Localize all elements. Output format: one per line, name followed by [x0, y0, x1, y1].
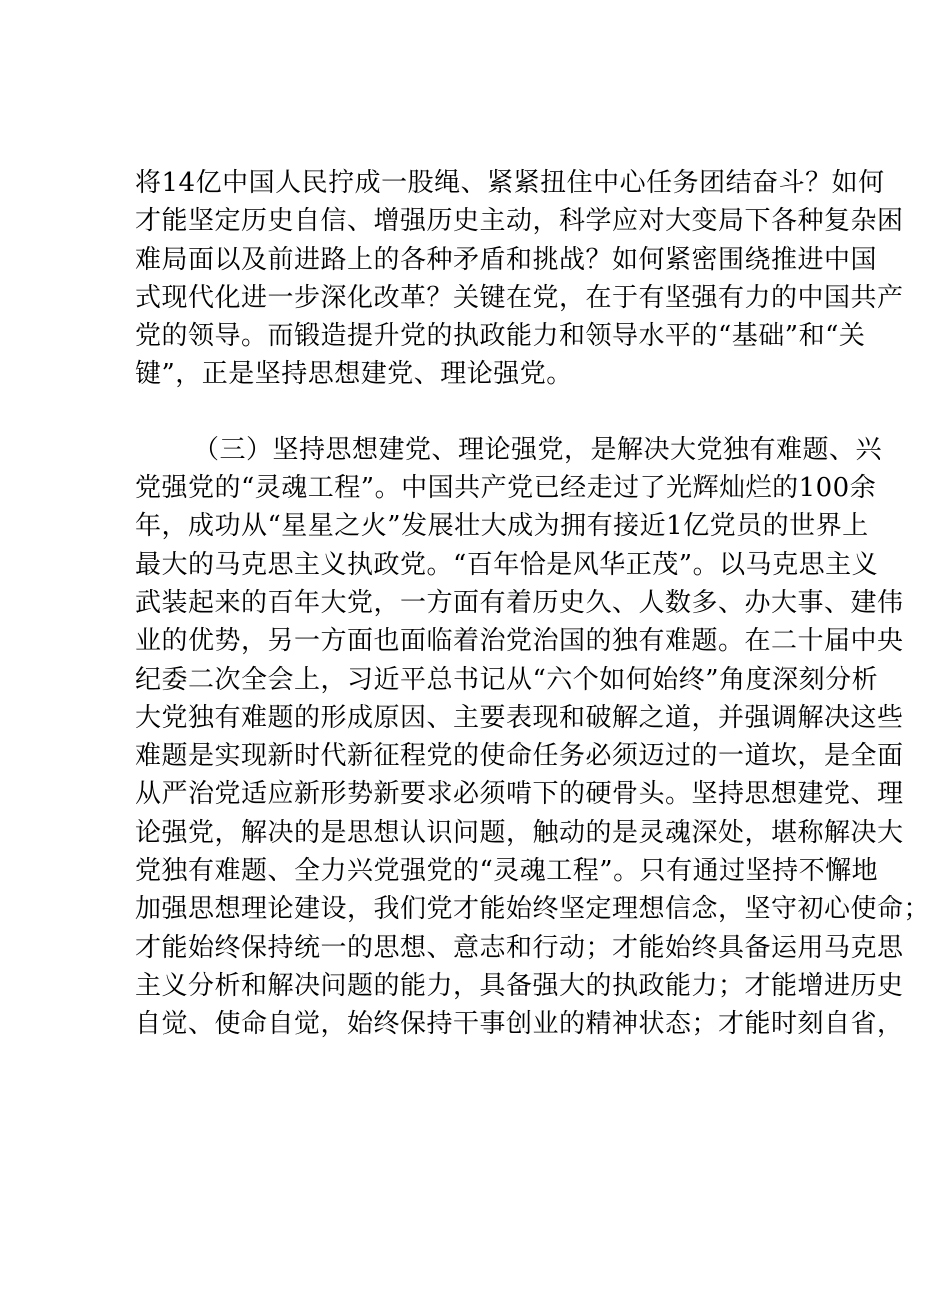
paragraph-1-line-1: 将14亿中国人民拧成一股绳、紧紧扭住中心任务团结奋斗？如何	[135, 168, 885, 198]
paragraph-2-line-6: 业的优势，另一方面也面临着治党治国的独有难题。在二十届中央	[135, 626, 904, 657]
paragraph-2-line-10: 从严治党适应新形势新要求必须啃下的硬骨头。坚持思想建党、理	[135, 779, 904, 810]
paragraph-spacer	[135, 394, 795, 431]
paragraph-2-line-13: 加强思想理论建设，我们党才能始终坚定理想信念，坚守初心使命；	[135, 894, 930, 925]
paragraph-2-line-4: 最大的马克思主义执政党。“百年恰是风华正茂”。以马克思主义	[135, 549, 879, 580]
paragraph-2-line-7: 纪委二次全会上，习近平总书记从“六个如何始终”角度深刻分析	[135, 664, 879, 695]
paragraph-1-line-2: 才能坚定历史自信、增强历史主动，科学应对大变局下各种复杂困	[135, 206, 904, 237]
paragraph-2-line-5: 武装起来的百年大党，一方面有着历史久、人数多、办大事、建伟	[135, 587, 904, 618]
paragraph-2-line-11: 论强党，解决的是思想认识问题，触动的是灵魂深处，堪称解决大	[135, 817, 904, 848]
paragraph-2-line-8: 大党独有难题的形成原因、主要表现和破解之道，并强调解决这些	[135, 702, 904, 733]
paragraph-2-line-12: 党独有难题、全力兴党强党的“灵魂工程”。只有通过坚持不懈地	[135, 856, 879, 887]
paragraph-2-line-2: 党强党的“灵魂工程”。中国共产党已经走过了光辉灿烂的100余	[135, 473, 877, 504]
paragraph-2	[135, 431, 930, 1044]
paragraph-1	[135, 164, 904, 394]
document-body	[135, 164, 930, 1044]
paragraph-2-line-3: 年，成功从“星星之火”发展壮大成为拥有接近1亿党员的世界上	[135, 511, 869, 542]
paragraph-2-line-14: 才能始终保持统一的思想、意志和行动；才能始终具备运用马克思	[135, 932, 904, 963]
paragraph-2-line-16: 自觉、使命自觉，始终保持干事创业的精神状态；才能时刻自省，	[135, 1009, 904, 1040]
paragraph-2-line-9: 难题是实现新时代新征程党的使命任务必须迈过的一道坎，是全面	[135, 741, 904, 772]
paragraph-1-line-5: 党的领导。而锻造提升党的执政能力和领导水平的“基础”和“关	[135, 321, 866, 352]
paragraph-2-line-15: 主义分析和解决问题的能力，具备强大的执政能力；才能增进历史	[135, 970, 904, 1001]
paragraph-1-line-6: 键”，正是坚持思想建党、理论强党。	[135, 359, 573, 390]
paragraph-1-line-3: 难局面以及前进路上的各种矛盾和挑战？如何紧密围绕推进中国	[135, 244, 878, 275]
paragraph-2-line-1: （三）坚持思想建党、理论强党，是解决大党独有难题、兴	[193, 434, 883, 465]
paragraph-1-line-4: 式现代化进一步深化改革？关键在党，在于有坚强有力的中国共产	[135, 282, 904, 313]
